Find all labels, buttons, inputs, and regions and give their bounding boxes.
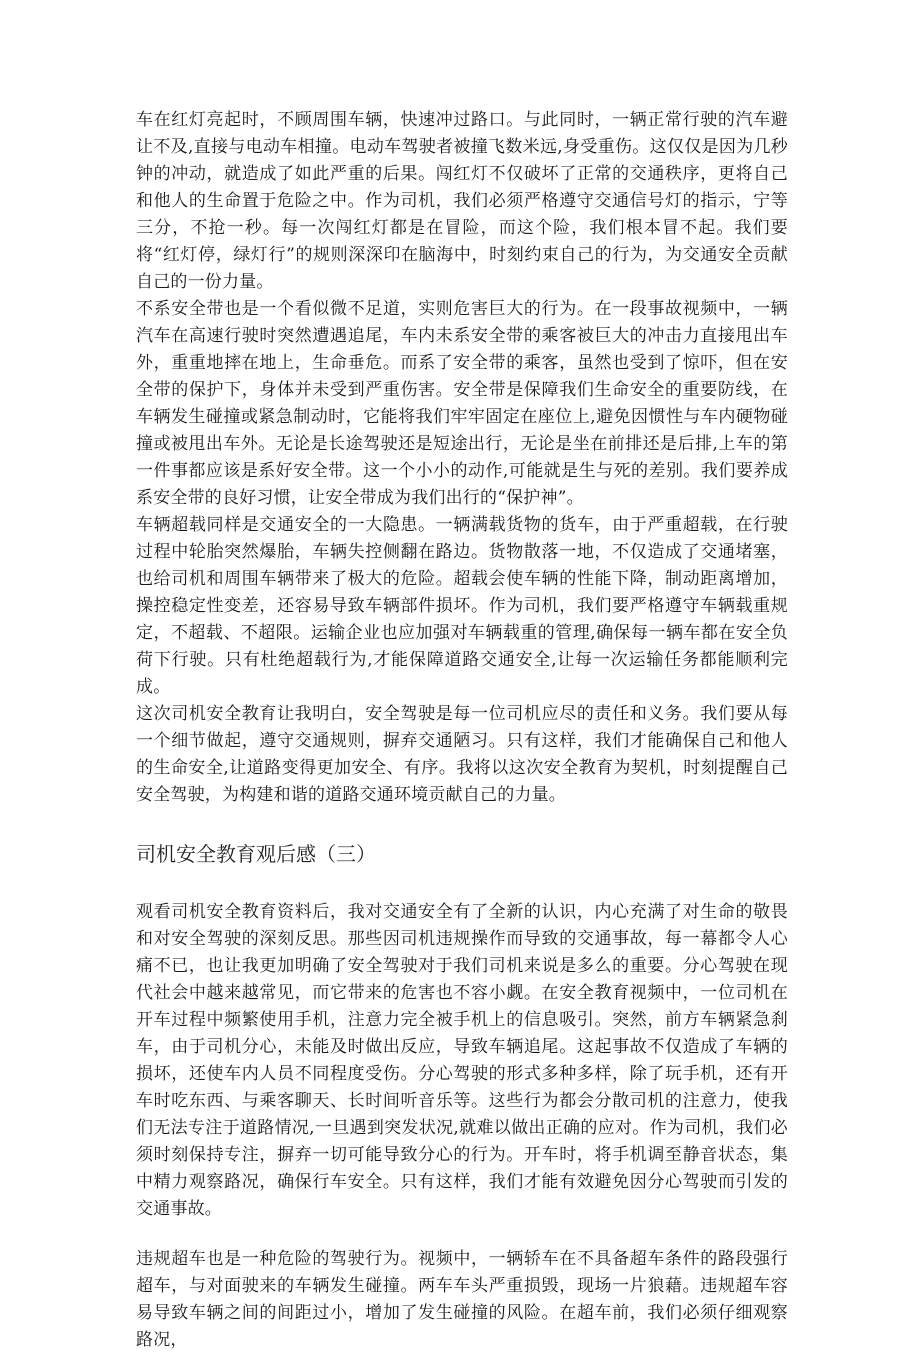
paragraph-overloading: 车辆超载同样是交通安全的一大隐患。一辆满载货物的货车，由于严重超载，在行驶过程中轮胎突然爆胎，车辆失控侧翻在路边。货物散落一地，不仅造成了交通堵塞，也给司机和周围车辆带来了极大的危险。超载会使车辆的性能下降，制动距离增加，操控稳定性变差，还容易导致车辆部件损坏。作为司机，我们要严格遵守车辆载重规定，不超载、不超限。运输企业也应加强对车辆载重的管理,确保每一辆车都在安全负荷下行驶。只有杜绝超载行为,才能保障道路交通安全,让每一次运输任务都能顺利完成。 [136, 515, 788, 697]
document-body [136, 107, 788, 1354]
paragraph-conclusion: 这次司机安全教育让我明白，安全驾驶是每一位司机应尽的责任和义务。我们要从每一个细节做起，遵守交通规则，摒弃交通陋习。只有这样，我们才能确保自己和他人的生命安全,让道路变得更加安全、有序。我将以这次安全教育为契机，时刻提醒自己安全驾驶，为构建和谐的道路交通环境贡献自己的力量。 [136, 704, 788, 805]
paragraph-illegal-overtaking: 违规超车也是一种危险的驾驶行为。视频中，一辆轿车在不具备超车条件的路段强行超车，与对面驶来的车辆发生碰撞。两车车头严重损毁，现场一片狼藉。违规超车容易导致车辆之间的间距过小，增加了发生碰撞的风险。在超车前，我们必须仔细观察路况， [136, 1249, 788, 1350]
paragraph-distracted-driving: 观看司机安全教育资料后，我对交通安全有了全新的认识，内心充满了对生命的敬畏和对安全驾驶的深刻反思。那些因司机违规操作而导致的交通事故，每一幕都令人心痛不已，也让我更加明确了安全驾驶对于我们司机来说是多么的重要。分心驾驶在现代社会中越来越常见，而它带来的危害也不容小觑。在安全教育视频中，一位司机在开车过程中频繁使用手机，注意力完全被手机上的信息吸引。突然，前方车辆紧急刹车，由于司机分心，未能及时做出反应，导致车辆追尾。这起事故不仅造成了车辆的损坏，还使车内人员不同程度受伤。分心驾驶的形式多种多样，除了玩手机，还有开车时吃东西、与乘客聊天、长时间听音乐等。这些行为都会分散司机的注意力，使我们无法专注于道路情况,一旦遇到突发状况,就难以做出正确的应对。作为司机，我们必须时刻保持专注，摒弃一切可能导致分心的行为。开车时，将手机调至静音状态，集中精力观察路况，确保行车安全。只有这样，我们才能有效避免因分心驾驶而引发的交通事故。 [136, 902, 788, 1219]
section-title: 司机安全教育观后感（三） [136, 842, 376, 866]
paragraph-seat-belt: 不系安全带也是一个看似微不足道，实则危害巨大的行为。在一段事故视频中，一辆汽车在高速行驶时突然遭遇追尾，车内未系安全带的乘客被巨大的冲击力直接甩出车外，重重地摔在地上，生命垂危。而系了安全带的乘客，虽然也受到了惊吓，但在安全带的保护下，身体并未受到严重伤害。安全带是保障我们生命安全的重要防线，在车辆发生碰撞或紧急制动时，它能将我们牢牢固定在座位上,避免因惯性与车内硬物碰撞或被甩出车外。无论是长途驾驶还是短途出行，无论是坐在前排还是后排,上车的第一件事都应该是系好安全带。这一个小小的动作,可能就是生与死的差别。我们要养成系安全带的良好习惯，让安全带成为我们出行的“保护神”。 [136, 299, 788, 508]
paragraph-red-light: 车在红灯亮起时，不顾周围车辆，快速冲过路口。与此同时，一辆正常行驶的汽车避让不及,直接与电动车相撞。电动车驾驶者被撞飞数米远,身受重伤。这仅仅是因为几秒钟的冲动，就造成了如此严重的后果。闯红灯不仅破坏了正常的交通秩序，更将自己和他人的生命置于危险之中。作为司机，我们必须严格遵守交通信号灯的指示，宁等三分，不抢一秒。每一次闯红灯都是在冒险，而这个险，我们根本冒不起。我们要将“红灯停，绿灯行”的规则深深印在脑海中，时刻约束自己的行为，为交通安全贡献自己的一份力量。 [136, 110, 788, 292]
